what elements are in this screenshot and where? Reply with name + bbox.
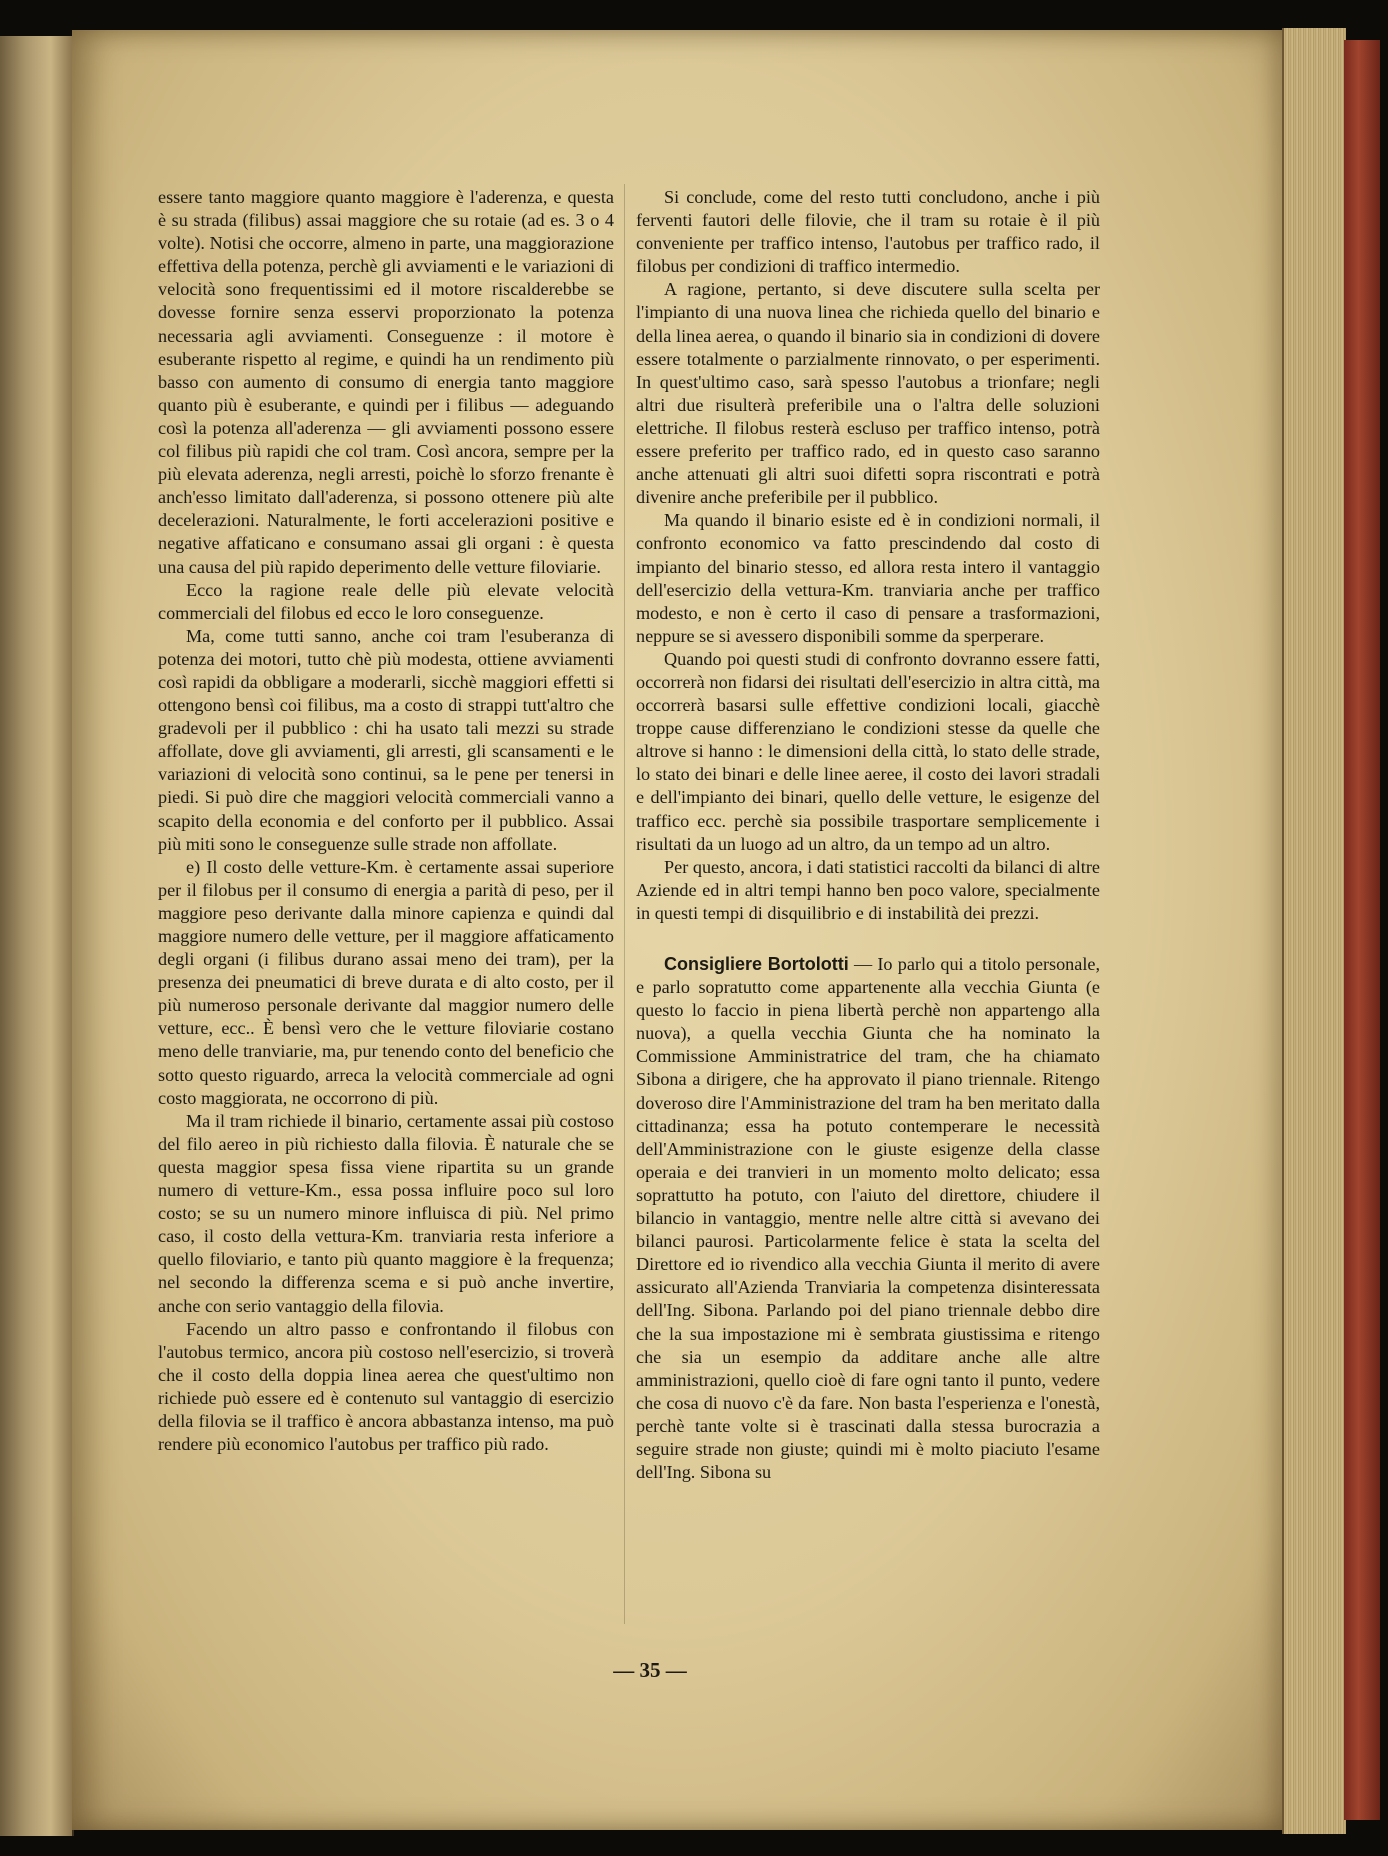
paragraph: Ma, come tutti sanno, anche coi tram l'esuberanza di potenza dei motori, tutto chè più modesta, ottiene avviamenti così rapidi da obbligare a moderarli, sicchè maggiori effetti si ottengono bensì coi filibus, ma a costo di strappi tutt'altro che gradevoli per il pubblico : chi ha usato tali mezzi su strade affollate, dove gli avviamenti, gli arresti, gli scansamenti e le variazioni di velocità sono continui, sa le pene per tenersi in piedi. Si può dire che maggiori velocità commerciali vanno a scapito della economia e del conforto per il pubblico. Assai più miti sono le conseguenze sulle strade non affollate. [158, 625, 614, 854]
left-column [158, 186, 614, 1456]
right-column [636, 186, 1100, 1484]
paragraph: Quando poi questi studi di confronto dovranno essere fatti, occorrerà non fidarsi dei risultati dell'esercizio in altra città, ma occorrerà basarsi sulle effettive condizioni locali, giacchè troppe cause differenziano le condizioni stesse da quelle che altrove si hanno : le dimensioni della città, lo stato delle strade, lo stato dei binari e delle linee aeree, il costo dei lavori stradali e dell'impianto dei binari, quello delle vetture, le esigenze del traffico ecc. perchè sia possibile trasportare semplicemente i risultati da un luogo ad un altro, da un tempo ad un altro. [636, 648, 1100, 854]
paragraph: Per questo, ancora, i dati statistici raccolti da bilanci di altre Aziende ed in altri tempi hanno ben poco valore, specialmente in questi tempi di disquilibrio e di instabilità dei prezzi. [636, 856, 1100, 923]
previous-page-edge [0, 36, 74, 1836]
paragraph: Ma il tram richiede il binario, certamente assai più costoso del filo aereo in più richiesto dalla filovia. È naturale che se questa maggior spesa fissa viene ripartita su un grande numero di vetture-Km., essa possa influire poco sul loro costo; se su un numero minore influisca di più. Nel primo caso, il costo della vettura-Km. tranviaria resta inferiore a quello filoviario, e tanto più quanto maggiore è la frequenza; nel secondo la differenza scema e si può anche invertire, anche con serio vantaggio della filovia. [158, 1110, 614, 1316]
page-number: — 35 — [613, 1658, 687, 1682]
page-stack-edge [1282, 28, 1346, 1834]
paragraph: Facendo un altro passo e confrontando il filobus con l'autobus termico, ancora più costoso nell'esercizio, si troverà che il costo della doppia linea aerea che quest'ultimo non richiede può essere ed è contenuto sul vantaggio di esercizio della filovia se il traffico è ancora abbastanza intenso, ma può rendere più economico l'autobus per traffico più rado. [158, 1318, 614, 1455]
book-cover-edge [1344, 40, 1380, 1820]
paragraph: e) Il costo delle vetture-Km. è certamente assai superiore per il filobus per il consumo di energia a parità di peso, per il maggiore peso derivante dalla minore capienza e quindi dal maggiore numero delle vetture, per il maggiore affaticamento degli organi (i filibus durano assai meno dei tram), per la presenza dei pneumatici di breve durata e di alto costo, per il più numeroso personale derivante dal maggior numero delle vetture, ecc.. È bensì vero che le vetture filoviarie costano meno delle tranviarie, ma, pur tenendo conto del beneficio che sotto questo riguardo, arreca la velocità commerciale ad ogni costo maggiorata, ne occorrono di più. [158, 856, 614, 1108]
paragraph: essere tanto maggiore quanto maggiore è l'aderenza, e questa è su strada (filibus) assai maggiore che su rotaie (ad es. 3 o 4 volte). Notisi che occorre, almeno in parte, una maggiorazione effettiva della potenza, perchè gli avviamenti e le variazioni di velocità sono frequentissimi ed il motore riscalderebbe se dovesse fornire senza esservi proporzionato la potenza necessaria agli avviamenti. Conseguenze : il motore è esuberante rispetto al regime, e quindi ha un rendimento più basso con aumento di consumo di energia tanto maggiore quanto più è esuberante, e quindi per i filibus — adeguando così la potenza all'aderenza — gli avviamenti possono essere col filibus più rapidi che col tram. Così ancora, sempre per la più elevata aderenza, negli arresti, poichè lo sforzo frenante è anch'esso limitato dall'aderenza, si possono ottenere più alte decelerazioni. Naturalmente, le forti accelerazioni positive e negative affaticano e consumano assai gli organi : è questa una causa del più rapido deperimento delle vetture filoviarie. [158, 187, 614, 577]
speech-text: — Io parlo qui a titolo personale, e parlo sopratutto come appartenente alla vecchia Giunta (e questo lo faccio in piena libertà perchè non appartengo alla nuova), a quella vecchia Giunta che ha nominato la Commissione Amministratrice del tram, che ha chiamato Sibona a dirigere, che ha approvato il piano triennale. Ritengo doveroso dire l'Amministrazione del tram ha ben meritato dalla cittadinanza; essa ha potuto contemperare le necessità dell'Amministrazione con le giuste esigenze della classe operaia e dei tranvieri in un momento molto delicato; essa soprattutto ha potuto, con l'aiuto del direttore, chiudere il bilancio in vantaggio, mentre nelle altre città si avevano dei bilanci paurosi. Particolarmente felice è stata la scelta del Direttore ed io rivendico alla vecchia Giunta il merito di avere assicurato all'Azienda Tranviaria la competenza disinteressata dell'Ing. Sibona. Parlando poi del piano triennale debbo dire che la sua impostazione mi è sembrata giustissima e ritengo che sia un esempio da additare anche alle altre amministrazioni, quello cioè di fare ogni tanto il punto, vedere che cosa di nuovo c'è da fare. Non basta l'esperienza e l'onestà, perchè tante volte si è trascinati dalla stessa burocrazia a seguire strade non giuste; quindi mi è molto piaciuto l'esame dell'Ing. Sibona su [636, 954, 1101, 1483]
speech-paragraph [636, 953, 1100, 1484]
column-divider [624, 184, 625, 1624]
paragraph: Ma quando il binario esiste ed è in condizioni normali, il confronto economico va fatto prescindendo dal costo di impianto del binario stesso, ed allora resta intero il vantaggio dell'esercizio della vettura-Km. tranviaria anche per traffico modesto, e non è certo il caso di pensare a trasformazioni, neppure se si avessero disponibili somme da sperperare. [636, 510, 1100, 646]
paragraph: Si conclude, come del resto tutti concludono, anche i più ferventi fautori delle filovie, che il tram su rotaie è il più conveniente per traffico intenso, l'autobus per traffico rado, il filobus per condizioni di traffico intermedio. [636, 187, 1100, 277]
speaker-name: Consigliere Bortolotti [664, 954, 849, 974]
paragraph: Ecco la ragione reale delle più elevate velocità commerciali del filobus ed ecco le loro conseguenze. [158, 579, 614, 623]
paragraph: A ragione, pertanto, si deve discutere sulla scelta per l'impianto di una nuova linea che richieda quello del binario e della linea aerea, o quando il binario sia in condizioni di dovere essere totalmente o parzialmente rinnovato, o per esperimenti. In quest'ultimo caso, sarà spesso l'autobus a trionfare; negli altri due risulterà preferibile una o l'altra delle soluzioni elettriche. Il filobus resterà escluso per traffico intenso, potrà essere preferito per traffico rado, ed in questo caso saranno anche attenuati gli altri suoi difetti sopra riscontrati e potrà divenire anche preferibile per il pubblico. [636, 279, 1100, 508]
